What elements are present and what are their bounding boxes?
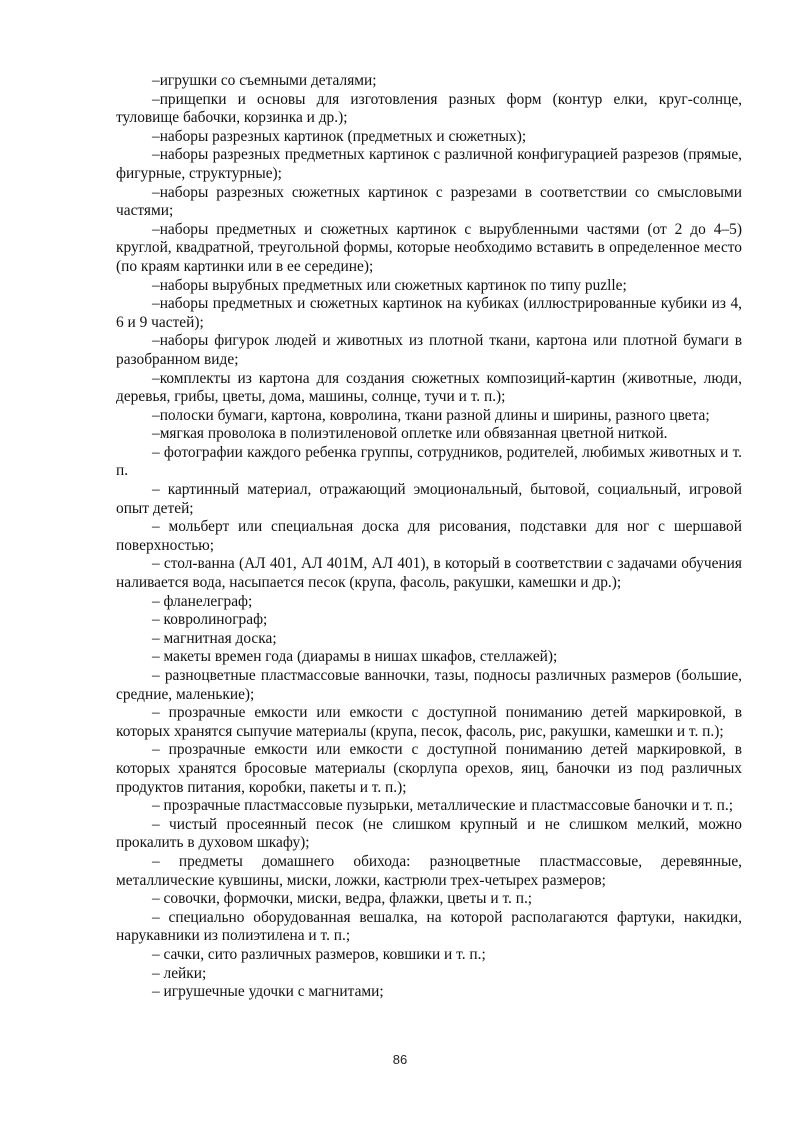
list-item: –комплекты из картона для создания сюжетных композиций-картин (животные, люди, деревья, грибы, цветы, дома, машины, солнце, тучи и т. п.); [116,369,742,406]
list-item: – совочки, формочки, миски, ведра, флажки, цветы и т. п.; [152,890,533,908]
list-item: – игрушечные удочки с магнитами; [152,983,384,1001]
list-item: – лейки; [152,964,207,982]
list-item: –полоски бумаги, картона, ковролина, ткани разной длины и ширины, разного цвета; [152,406,710,424]
list-item: –игрушки со съемными деталями; [152,72,377,89]
page-number: 86 [392,1052,408,1067]
list-item: – прозрачные емкости или емкости с доступной пониманию детей маркировкой, в которых хранятся бросовые материалы (скорлупа орехов, яиц, баночки из под различных продуктов питания, коробки, пакеты и т. п.); [116,741,742,796]
list-item: –наборы разрезных картинок (предметных и сюжетных); [152,127,527,145]
list-item: – ковролинограф; [152,611,268,629]
list-item: – картинный материал, отражающий эмоциональный, бытовой, социальный, игровой опыт детей; [116,481,742,517]
list-item: –наборы предметных и сюжетных картинок на кубиках (иллюстрированные кубики из 4, 6 и 9 частей); [116,295,742,331]
list-item: –наборы вырубных предметных или сюжетных картинок по типу puzlle; [152,276,627,294]
list-item: – разноцветные пластмассовые ванночки, тазы, подносы различных размеров (большие, средние, маленькие); [116,667,742,703]
body-text [116,72,742,1002]
list-item: – прозрачные пластмассовые пузырьки, металлические и пластмассовые баночки и т. п.; [152,797,733,815]
list-item: –наборы фигурок людей и животных из плотной ткани, картона или плотной бумаги в разобранном виде; [116,332,742,368]
list-item: – стол-ванна (АЛ 401, АЛ 401М, АЛ 401), в который в соответствии с задачами обучения наливается вода, насыпается песок (крупа, фасоль, ракушки, камешки и др.); [116,555,742,592]
list-item: – мольберт или специальная доска для рисования, подставки для ног с шершавой поверхностью; [116,518,742,554]
list-item: – предметы домашнего обихода: разноцветные пластмассовые, деревянные, металлические кувшины, миски, ложки, кастрюли трех-четырех размеров; [116,852,742,889]
list-item: – чистый просеянный песок (не слишком крупный и не слишком мелкий, можно прокалить в духовом шкафу); [116,815,742,852]
list-item: –наборы разрезных сюжетных картинок с разрезами в соответствии со смысловыми частями; [116,183,742,220]
list-item: – макеты времен года (диарамы в нишах шкафов, стеллажей); [152,648,558,666]
list-item: –наборы разрезных предметных картинок с различной конфигурацией разрезов (прямые, фигурные, структурные); [116,146,742,182]
list-item: – прозрачные емкости или емкости с доступной пониманию детей маркировкой, в которых хранятся сыпучие материалы (крупа, песок, фасоль, рис, ракушки, камешки и т. п.); [116,704,742,740]
list-item: – магнитная доска; [152,629,277,647]
list-item: –наборы предметных и сюжетных картинок с вырубленными частями (от 2 до 4–5) круглой, квадратной, треугольной формы, которые необходимо вставить в определенное место (по краям картинки или в ее середине); [116,220,742,275]
list-item: –мягкая проволока в полиэтиленовой оплетке или обвязанная цветной ниткой. [152,425,668,443]
list-item: – сачки, сито различных размеров, ковшики и т. п.; [152,945,486,963]
list-item: – фланелеграф; [152,592,253,610]
list-item: –прищепки и основы для изготовления разных форм (контур елки, круг-солнце, туловище бабочки, корзинка и др.); [116,90,742,127]
list-item: – специально оборудованная вешалка, на которой располагаются фартуки, накидки, нарукавники из полиэтилена и т. п.; [116,908,742,945]
list-item: – фотографии каждого ребенка группы, сотрудников, родителей, любимых животных и т. п. [116,443,742,480]
